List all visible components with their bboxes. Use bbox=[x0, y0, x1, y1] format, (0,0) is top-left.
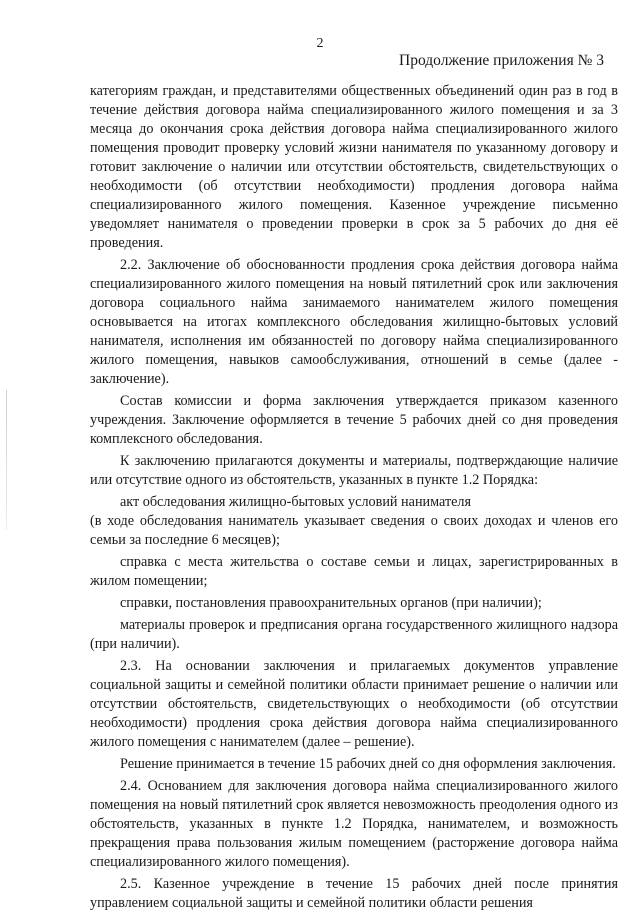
document-body bbox=[90, 82, 618, 916]
paragraph-attachments: К заключению прилагаются документы и материалы, подтверждающие наличие или отсутствие одного из обстоятельств, указанных в пункте 1.2 Порядка: bbox=[90, 453, 618, 488]
paragraph-decision: Решение принимается в течение 15 рабочих дней со дня оформления заключения. bbox=[120, 756, 616, 772]
paragraph-continuation: категориям граждан, и представителями общественных объединений один раз в год в течение действия договора найма специализированного жилого помещения и за 3 месяца до окончания срока действия договора найма специализированного жилого помещения проводит проверку условий жизни нанимателя по указанному договору и готовит заключение о наличии или отсутствии обстоятельств, свидетельствующих о необходимости (об отсутствии необходимости) продления договора найма специализированного жилого помещения. Казенное учреждение письменно уведомляет нанимателя о проведении проверки в срок за 5 рабочих до дня её проведения. bbox=[90, 83, 618, 251]
list-item-act-note: (в ходе обследования наниматель указывает сведения о своих доходах и членов его семьи за последние 6 месяцев); bbox=[90, 513, 618, 548]
list-item-residence-certificate: справка с места жительства о составе семьи и лицах, зарегистрированных в жилом помещении; bbox=[90, 554, 618, 589]
list-item-act: акт обследования жилищно-бытовых условий нанимателя bbox=[120, 494, 472, 510]
paragraph-2-4: 2.4. Основанием для заключения договора найма специализированного жилого помещения на новый пятилетний срок является невозможность преодоления одного из обстоятельств, указанных в пункте 1.2 Порядка, нанимателем, и возможность прекращения права пользования жилым помещением (расторжение договора найма специализированного жилого помещения). bbox=[90, 778, 618, 870]
list-item-inspections: материалы проверок и предписания органа государственного жилищного надзора (при наличии). bbox=[90, 617, 618, 652]
appendix-header: Продолжение приложения № 3 bbox=[399, 52, 604, 69]
list-item-law-enforcement: справки, постановления правоохранительных органов (при наличии); bbox=[120, 595, 542, 611]
page-number: 2 bbox=[316, 36, 324, 51]
paragraph-commission: Состав комиссии и форма заключения утверждается приказом казенного учреждения. Заключение оформляется в течение 5 рабочих дней со дня проведения комплексного обследования. bbox=[90, 393, 618, 447]
scan-margin-mark bbox=[6, 390, 7, 530]
paragraph-2-2: 2.2. Заключение об обоснованности продления срока действия договора найма специализированного жилого помещения на новый пятилетний срок или заключения договора социального найма занимаемого нанимателем жилого помещения основывается на итогах комплексного обследования жилищно-бытовых условий нанимателя, исполнения им обязанностей по договору найма специализированного жилого помещения, навыков самообслуживания, отношений в семье (далее - заключение). bbox=[90, 257, 618, 387]
paragraph-2-3: 2.3. На основании заключения и прилагаемых документов управление социальной защиты и семейной политики области принимает решение о наличии или отсутствии обстоятельств, свидетельствующих о необходимости (об отсутствии необходимости) продления срока действия договора найма специализированного жилого помещения с нанимателем (далее – решение). bbox=[90, 658, 618, 750]
paragraph-2-5: 2.5. Казенное учреждение в течение 15 рабочих дней после принятия управлением социальной защиты и семейной политики области решения bbox=[90, 876, 618, 911]
